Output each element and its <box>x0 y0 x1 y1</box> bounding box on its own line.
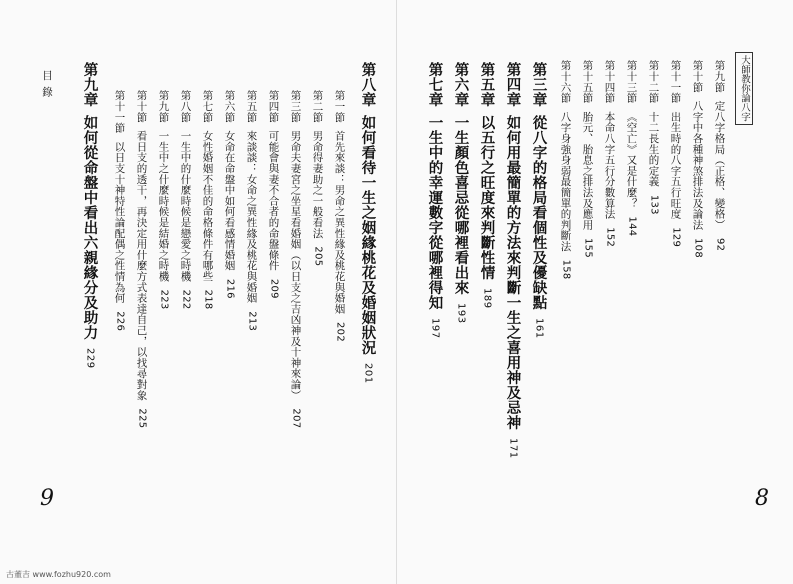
toc-section-entry <box>312 90 323 266</box>
toc-entry-page-number: 171 <box>507 438 519 459</box>
toc-entry-title: 女命在命盤中如何看感情婚姻 <box>223 130 236 271</box>
toc-entry-page-number: 222 <box>180 289 192 310</box>
toc-entry-title: 八字身強身弱最簡單的判斷法 <box>559 111 572 252</box>
toc-entry-title: 男命得妻助之一般看法 <box>311 130 324 239</box>
toc-entry-page-number: 144 <box>626 216 638 237</box>
toc-entry-title: 一生中之什麼時候是結婚之時機 <box>157 130 170 282</box>
toc-entry-page-number: 193 <box>455 303 467 324</box>
toc-chapter-entry <box>531 62 546 339</box>
toc-entry-page-number: 216 <box>224 278 236 299</box>
toc-section-entry <box>224 90 235 299</box>
toc-entry-title: 女性婚姻不佳的命格條件有哪些 <box>201 130 214 282</box>
toc-entry-title: 本命八字五行分數算法 <box>603 111 616 220</box>
toc-entry-label: 第十節 <box>691 60 704 93</box>
toc-entry-label: 第四章 <box>504 62 522 107</box>
right-page <box>397 0 793 584</box>
toc-entry-label: 第二節 <box>311 90 324 123</box>
toc-section-entry <box>692 60 703 258</box>
toc-section-entry <box>334 90 345 342</box>
toc-entry-page-number: 202 <box>334 322 346 343</box>
sidebar-label: 目錄 <box>41 70 53 103</box>
toc-entry-label: 第一節 <box>333 90 346 123</box>
toc-section-entry <box>136 90 147 428</box>
toc-chapter-entry <box>453 62 468 324</box>
toc-entry-label: 第三節 <box>289 90 302 123</box>
toc-chapter-entry <box>505 62 520 459</box>
toc-entry-label: 第五節 <box>245 90 258 123</box>
site-watermark: 古董吉 www.fozhu920.com <box>6 570 111 579</box>
toc-entry-page-number: 189 <box>481 288 493 309</box>
toc-entry-label: 第十一節 <box>113 90 126 134</box>
toc-entry-page-number: 205 <box>312 246 324 267</box>
toc-entry-title: 以五行之旺度來判斷性情 <box>478 115 496 280</box>
toc-entry-label: 第九章 <box>81 62 99 107</box>
toc-entry-label: 第十節 <box>135 90 148 123</box>
toc-entry-title: 看日支的透干，再決定用什麼方式表達自己，以找尋對象 <box>135 130 148 401</box>
toc-section-entry <box>604 60 615 247</box>
running-head: 大師教你論八字 <box>735 52 753 125</box>
toc-entry-title: 可能會與妻不合者的命盤條件 <box>267 130 280 271</box>
toc-entry-title: 出生時的八字五行旺度 <box>669 111 682 220</box>
toc-entry-title: 從八字的格局看個性及優缺點 <box>530 115 548 310</box>
toc-entry-label: 第八章 <box>359 62 377 107</box>
toc-section-entry <box>202 90 213 310</box>
toc-section-entry <box>582 60 593 258</box>
toc-entry-label: 第十三節 <box>625 60 638 104</box>
toc-section-entry <box>114 90 125 331</box>
toc-entry-page-number: 213 <box>246 311 258 332</box>
toc-entry-title: 男命夫妻宮之坐星看婚姻（以日支之吉凶神及十神來論） <box>289 130 302 401</box>
toc-entry-label: 第六章 <box>452 62 470 107</box>
toc-entry-page-number: 209 <box>268 278 280 299</box>
left-page <box>0 0 396 584</box>
toc-entry-page-number: 207 <box>290 408 302 429</box>
toc-entry-label: 第十五節 <box>581 60 594 104</box>
toc-entry-title: 十二長生的定義 <box>647 111 660 187</box>
toc-chapter-entry <box>82 62 97 369</box>
toc-section-entry <box>714 60 725 251</box>
toc-entry-page-number: 155 <box>582 238 594 259</box>
toc-entry-label: 第三章 <box>530 62 548 107</box>
toc-entry-label: 第十六節 <box>559 60 572 104</box>
toc-entry-page-number: 152 <box>604 227 616 248</box>
toc-entry-page-number: 108 <box>692 238 704 259</box>
toc-entry-title: 一生中的什麼時候是戀愛之時機 <box>179 130 192 282</box>
toc-entry-page-number: 129 <box>670 227 682 248</box>
toc-section-entry <box>180 90 191 310</box>
toc-entry-page-number: 226 <box>114 311 126 332</box>
toc-entry-title: 如何看待一生之姻緣桃花及婚姻狀況 <box>359 115 377 355</box>
toc-entry-title: 如何用最簡單的方法來判斷一生之喜用神及忌神 <box>504 115 522 430</box>
toc-entry-title: 一生顏色喜忌從哪裡看出來 <box>452 115 470 295</box>
toc-section-entry <box>268 90 279 299</box>
toc-entry-page-number: 92 <box>714 238 726 252</box>
toc-entry-title: 胎元、胎息之排法及應用 <box>581 111 594 231</box>
toc-entry-page-number: 133 <box>648 194 660 215</box>
toc-entry-title: 以日支十神特性論配偶之性情為何 <box>113 141 126 304</box>
toc-entry-page-number: 197 <box>429 318 441 339</box>
toc-chapter-entry <box>360 62 375 384</box>
toc-entry-title: 八字中各種神煞排法及論法 <box>691 100 704 231</box>
toc-section-entry <box>246 90 257 331</box>
toc-entry-label: 第十四節 <box>603 60 616 104</box>
toc-entry-title: 一生中的幸運數字從哪裡得知 <box>426 115 444 310</box>
toc-entry-title: 首先來談：男命之異性緣及桃花與婚姻 <box>333 130 346 315</box>
toc-entry-title: 來談談：女命之異性緣及桃花與婚姻 <box>245 130 258 304</box>
toc-entry-title: 如何從命盤中看出六親緣分及助力 <box>81 115 99 340</box>
page-number-left: 9 <box>40 486 54 511</box>
toc-entry-page-number: 161 <box>533 318 545 339</box>
toc-entry-label: 第十一節 <box>669 60 682 104</box>
toc-section-entry <box>626 60 637 236</box>
toc-section-entry <box>670 60 681 247</box>
toc-entry-label: 第五章 <box>478 62 496 107</box>
toc-entry-label: 第四節 <box>267 90 280 123</box>
toc-entry-page-number: 223 <box>158 289 170 310</box>
toc-section-entry <box>290 90 301 428</box>
toc-section-entry <box>158 90 169 310</box>
toc-entry-title: 定八字格局（正格、變格） <box>713 100 726 231</box>
toc-entry-label: 第九節 <box>713 60 726 93</box>
toc-entry-page-number: 158 <box>560 259 572 280</box>
toc-entry-page-number: 218 <box>202 289 214 310</box>
toc-section-entry <box>648 60 659 215</box>
toc-entry-label: 第十二節 <box>647 60 660 104</box>
toc-entry-page-number: 201 <box>362 363 374 384</box>
toc-entry-title: 《空亡》又是什麼？ <box>625 111 638 209</box>
toc-chapter-entry <box>479 62 494 309</box>
toc-section-entry <box>560 60 571 280</box>
toc-chapter-entry <box>427 62 442 339</box>
toc-entry-label: 第七節 <box>201 90 214 123</box>
toc-entry-label: 第六節 <box>223 90 236 123</box>
toc-entry-label: 第九節 <box>157 90 170 123</box>
page-number-right: 8 <box>755 486 769 511</box>
toc-entry-page-number: 225 <box>136 408 148 429</box>
toc-entry-label: 第八節 <box>179 90 192 123</box>
toc-entry-label: 第七章 <box>426 62 444 107</box>
toc-entry-page-number: 229 <box>84 348 96 369</box>
